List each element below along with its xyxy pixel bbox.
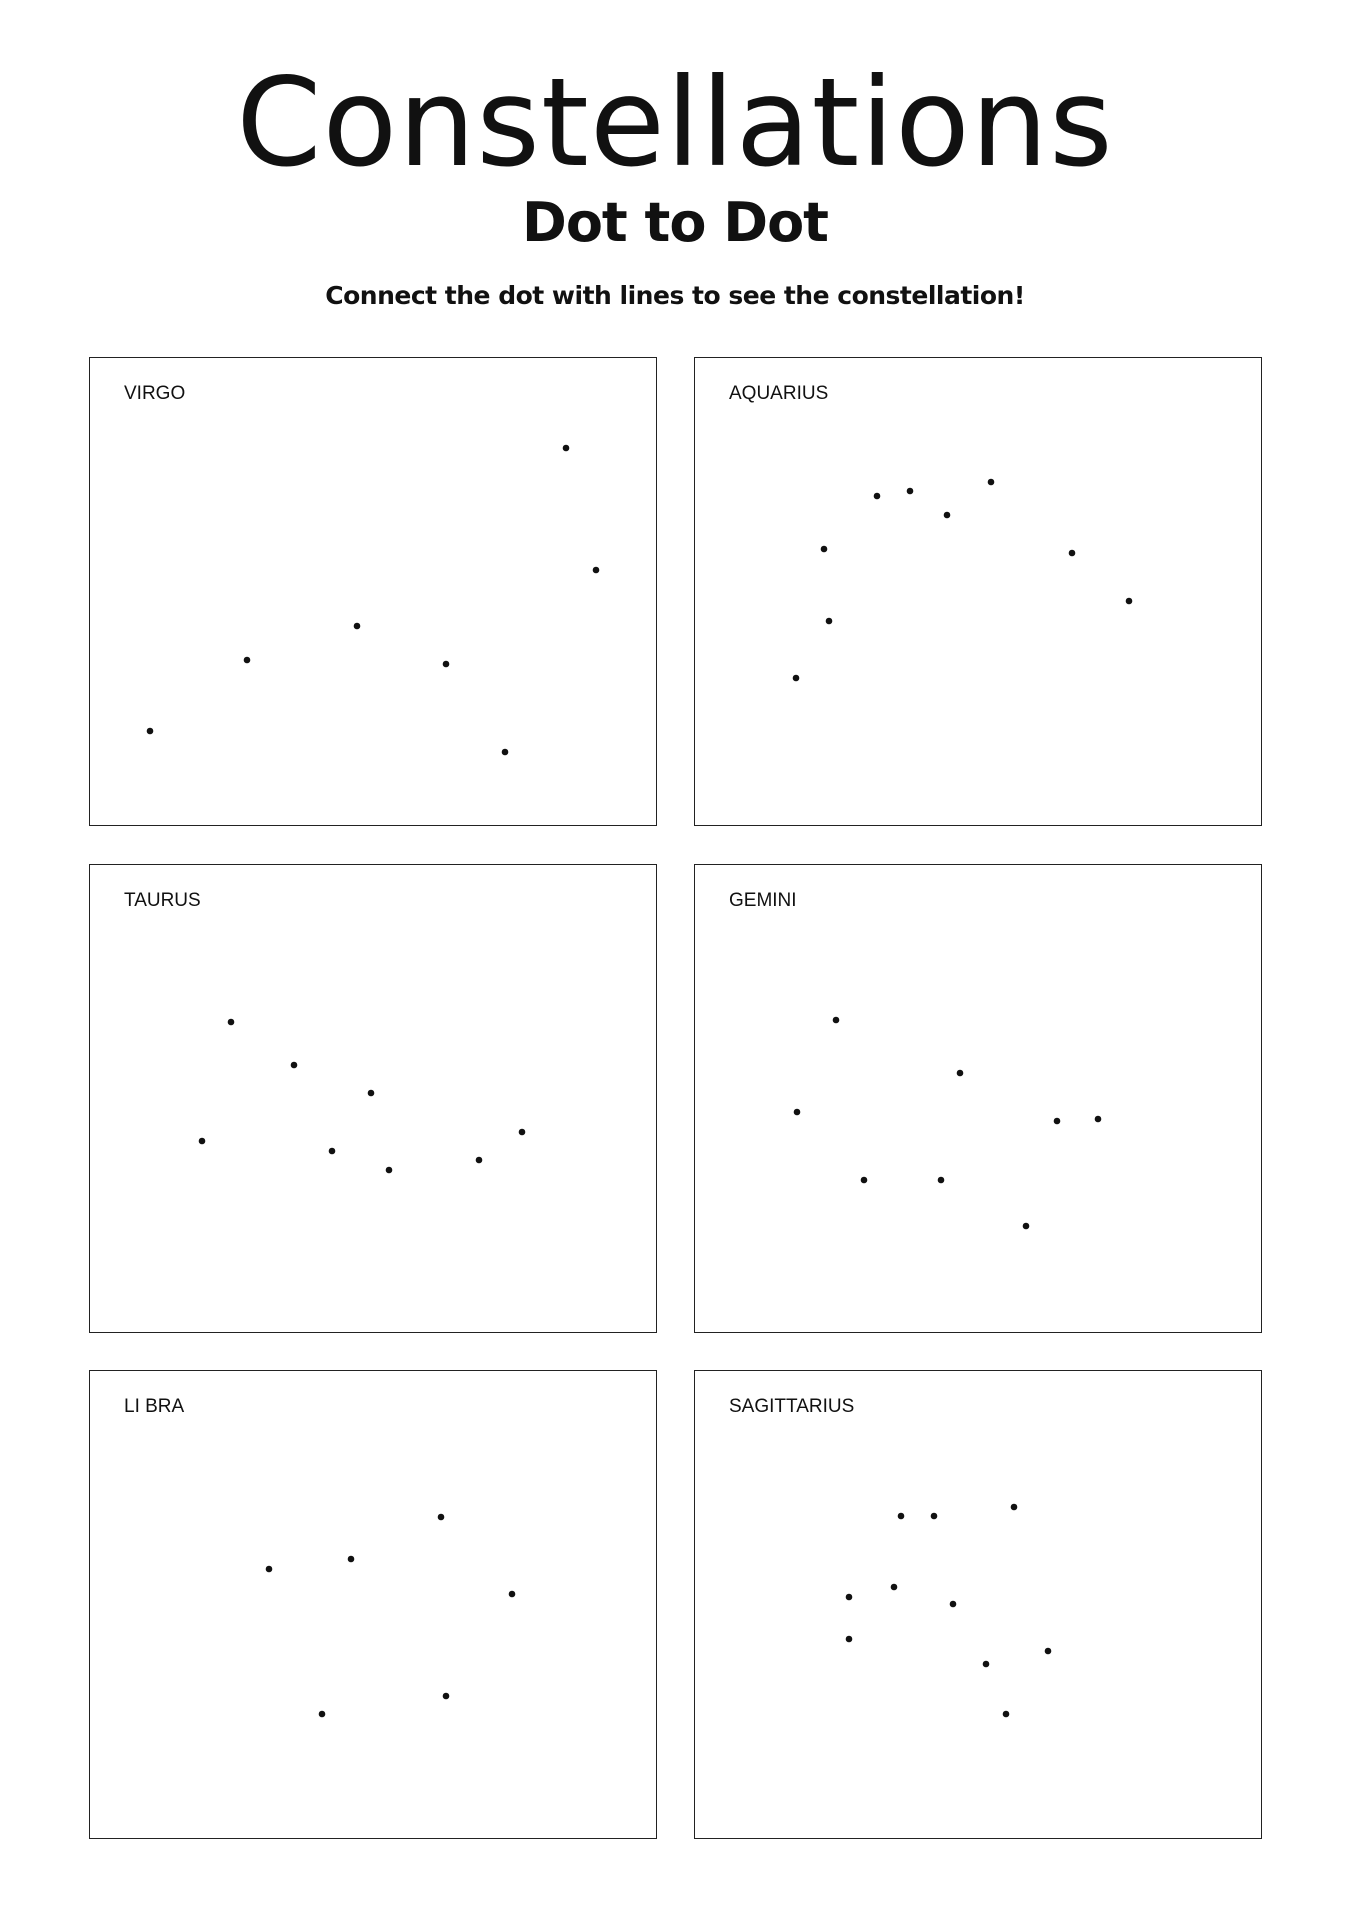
star-dot (443, 1693, 450, 1700)
star-dot (821, 546, 828, 553)
star-dot (386, 1167, 393, 1174)
star-dot (833, 1017, 840, 1024)
page-title: Constellations (236, 52, 1114, 194)
star-dot (147, 728, 154, 735)
star-dot (1069, 550, 1076, 557)
star-dot (1003, 1711, 1010, 1718)
instruction-text: Connect the dot with lines to see the constellation! (325, 281, 1025, 310)
star-dot (291, 1062, 298, 1069)
constellation-label: SAGITTARIUS (729, 1396, 855, 1417)
star-dot (957, 1070, 964, 1077)
star-dot (944, 512, 951, 519)
constellation-label: LI BRA (124, 1396, 185, 1417)
star-dot (983, 1661, 990, 1668)
constellation-label: VIRGO (124, 383, 186, 404)
star-field (695, 1371, 1263, 1840)
constellation-label: TAURUS (124, 890, 201, 911)
constellation-label: GEMINI (729, 890, 797, 911)
star-field (90, 1371, 658, 1840)
star-dot (329, 1148, 336, 1155)
star-dot (199, 1138, 206, 1145)
star-dot (228, 1019, 235, 1026)
constellation-label: AQUARIUS (729, 383, 829, 404)
star-dot (794, 1109, 801, 1116)
star-field (90, 865, 658, 1334)
star-dot (443, 661, 450, 668)
star-dot (593, 567, 600, 574)
star-dot (563, 445, 570, 452)
star-dot (354, 623, 361, 630)
star-dot (476, 1157, 483, 1164)
page-subtitle: Dot to Dot (522, 191, 828, 254)
star-dot (1054, 1118, 1061, 1125)
star-dot (1045, 1648, 1052, 1655)
constellation-panel-taurus (89, 864, 657, 1333)
star-dot (1011, 1504, 1018, 1511)
star-dot (846, 1636, 853, 1643)
constellation-panel-sagittarius (694, 1370, 1262, 1839)
star-field (695, 865, 1263, 1334)
constellation-panel-libra (89, 1370, 657, 1839)
star-dot (368, 1090, 375, 1097)
star-dot (1095, 1116, 1102, 1123)
star-dot (1023, 1223, 1030, 1230)
star-dot (1126, 598, 1133, 605)
star-dot (846, 1594, 853, 1601)
star-dot (793, 675, 800, 682)
star-dot (348, 1556, 355, 1563)
star-dot (319, 1711, 326, 1718)
star-dot (509, 1591, 516, 1598)
star-dot (898, 1513, 905, 1520)
star-dot (861, 1177, 868, 1184)
star-dot (519, 1129, 526, 1136)
star-dot (988, 479, 995, 486)
constellation-panel-virgo (89, 357, 657, 826)
star-dot (502, 749, 509, 756)
star-dot (907, 488, 914, 495)
star-dot (950, 1601, 957, 1608)
star-dot (931, 1513, 938, 1520)
star-dot (244, 657, 251, 664)
star-dot (874, 493, 881, 500)
constellation-panel-aquarius (694, 357, 1262, 826)
star-dot (438, 1514, 445, 1521)
constellation-panel-gemini (694, 864, 1262, 1333)
star-dot (938, 1177, 945, 1184)
star-dot (891, 1584, 898, 1591)
star-field (695, 358, 1263, 827)
star-dot (266, 1566, 273, 1573)
star-dot (826, 618, 833, 625)
star-field (90, 358, 658, 827)
